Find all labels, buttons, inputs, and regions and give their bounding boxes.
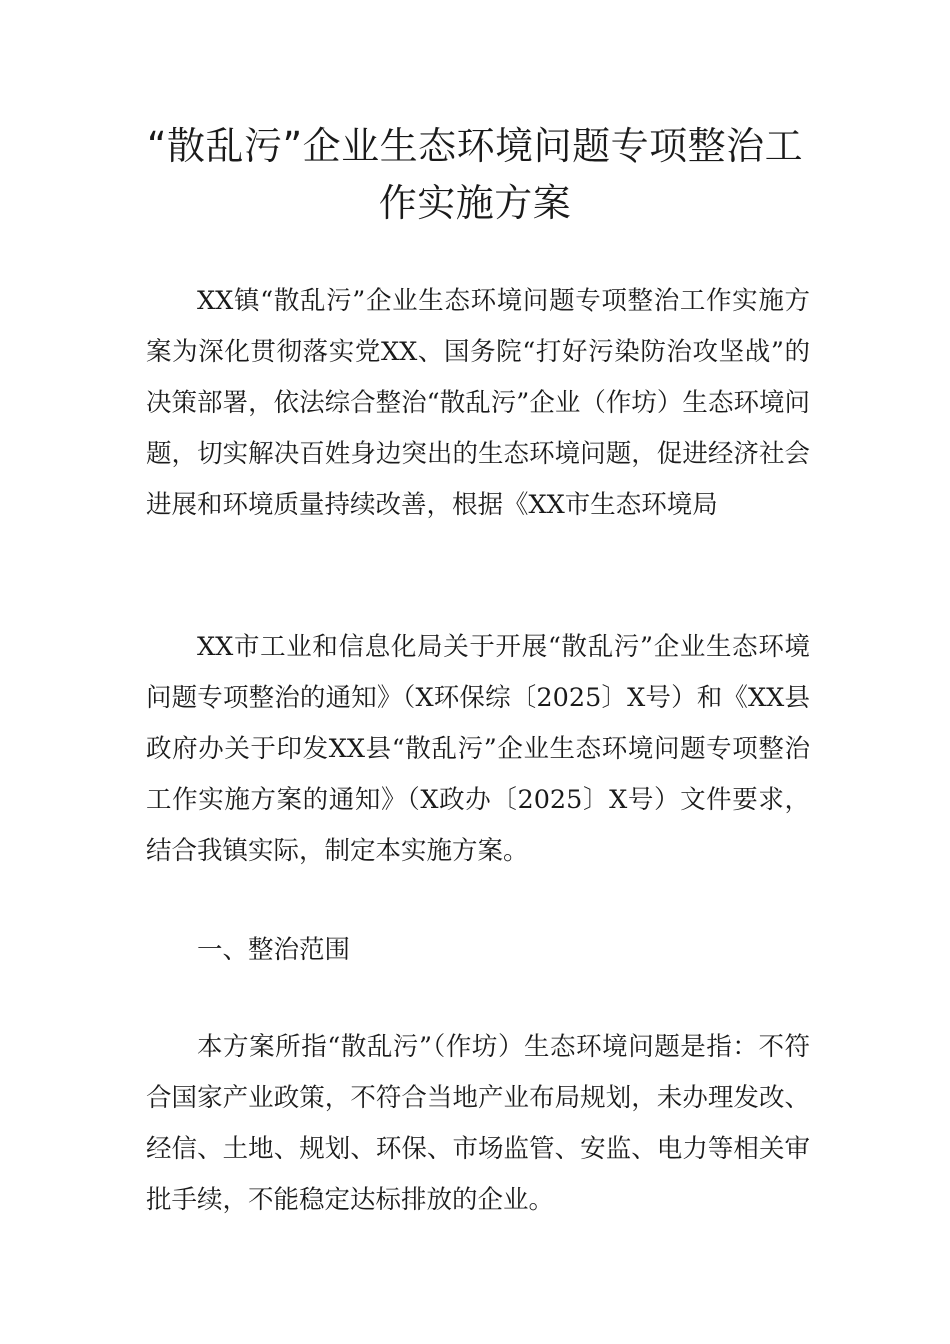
- document-title: “散乱污”企业生态环境问题专项整治工作实施方案: [146, 124, 804, 225]
- basis-paragraph: XX市工业和信息化局关于开展“散乱污”企业生态环境问题专项整治的通知》（X环保综〔2025〕X号）和《XX县政府办关于印发XX县“散乱污”企业生态环境问题专项整治工作实施方案的通知》（X政办〔2025〕X号）文件要求，结合我镇实际，制定本实施方案。: [146, 632, 810, 866]
- section-paragraph: 本方案所指“散乱污”（作坊）生态环境问题是指：不符合国家产业政策，不符合当地产业布局规划，未办理发改、经信、土地、规划、环保、市场监管、安监、电力等相关审批手续，不能稳定达标排放的企业。: [146, 1032, 810, 1215]
- section-heading: 一、整治范围: [197, 935, 351, 965]
- intro-paragraph: XX镇“散乱污”企业生态环境问题专项整治工作实施方案为深化贯彻落实党XX、国务院“打好污染防治攻坚战”的决策部署，依法综合整治“散乱污”企业（作坊）生态环境问题，切实解决百姓身边突出的生态环境问题，促进经济社会进展和环境质量持续改善，根据《XX市生态环境局: [146, 286, 810, 520]
